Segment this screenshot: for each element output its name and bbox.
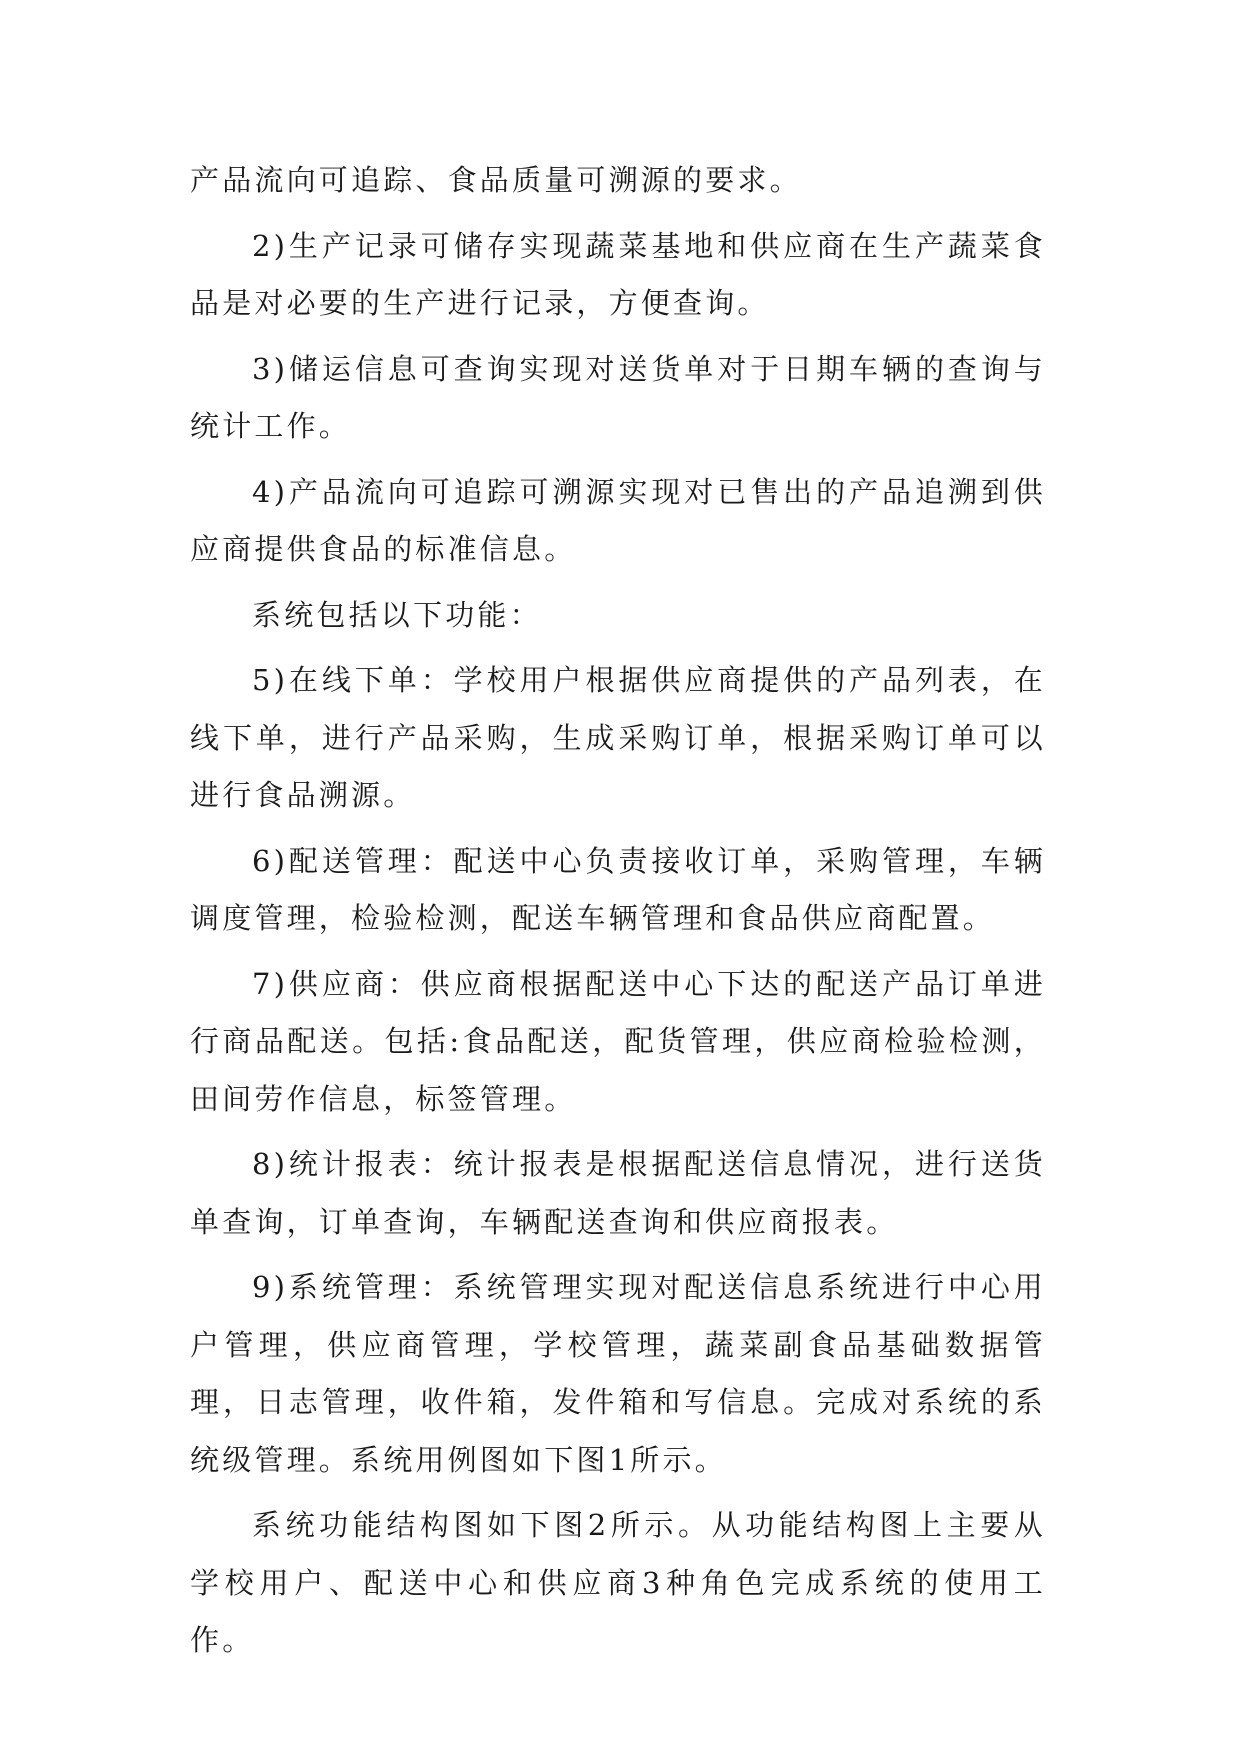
paragraph-7: 6)配送管理：配送中心负责接收订单，采购管理，车辆调度管理，检验检测，配送车辆管理和食品供应商配置。 <box>190 843 1046 935</box>
paragraph-1: 产品流向可追踪、食品质量可溯源的要求。 <box>190 163 802 197</box>
document-page <box>190 152 1046 1678</box>
paragraph-6: 5)在线下单：学校用户根据供应商提供的产品列表，在线下单，进行产品采购，生成采购订单，根据采购订单可以进行食品溯源。 <box>190 663 1046 812</box>
paragraph-3: 3)储运信息可查询实现对送货单对于日期车辆的查询与统计工作。 <box>190 351 1046 443</box>
paragraph-5: 系统包括以下功能： <box>252 597 542 632</box>
paragraph-11: 系统功能结构图如下图2所示。从功能结构图上主要从学校用户、配送中心和供应商3种角色完成系统的使用工作。 <box>190 1508 1046 1657</box>
paragraph-10: 9)系统管理：系统管理实现对配送信息系统进行中心用户管理，供应商管理，学校管理，蔬菜副食品基础数据管理，日志管理，收件箱，发件箱和写信息。完成对系统的系统级管理。系统用例图如下图1所示。 <box>190 1270 1046 1477</box>
paragraph-8: 7)供应商：供应商根据配送中心下达的配送产品订单进行商品配送。包括:食品配送，配货管理，供应商检验检测，田间劳作信息，标签管理。 <box>190 966 1046 1116</box>
paragraph-2: 2)生产记录可储存实现蔬菜基地和供应商在生产蔬菜食品是对必要的生产进行记录，方便查询。 <box>190 228 1046 320</box>
paragraph-9: 8)统计报表：统计报表是根据配送信息情况，进行送货单查询，订单查询，车辆配送查询和供应商报表。 <box>190 1147 1046 1239</box>
paragraph-4: 4)产品流向可追踪可溯源实现对已售出的产品追溯到供应商提供食品的标准信息。 <box>190 474 1046 566</box>
